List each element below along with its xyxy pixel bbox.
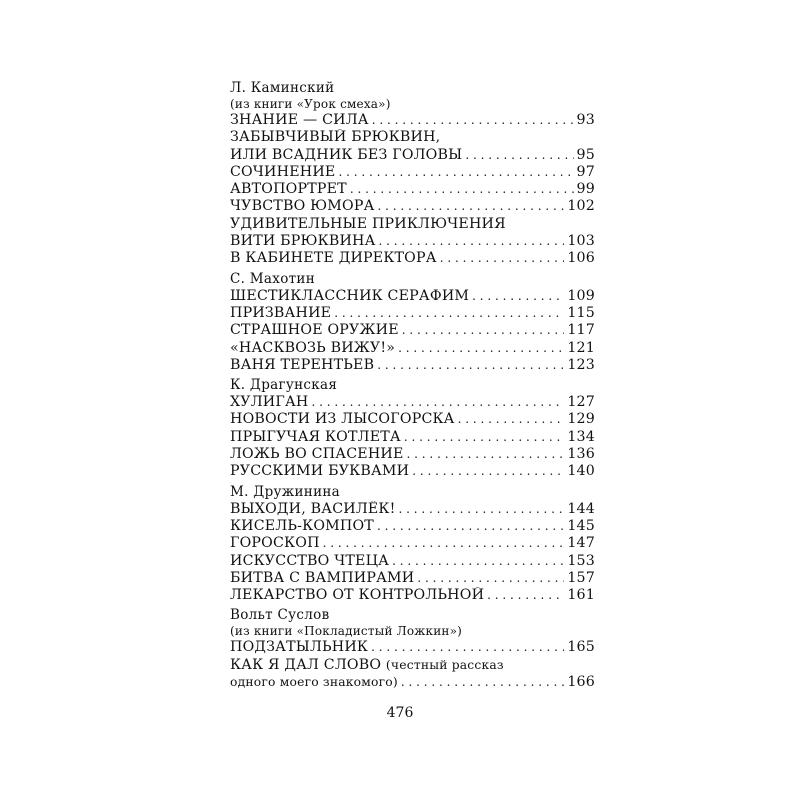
section-author: К. Драгунская — [230, 377, 338, 394]
entry-title: ГОРОСКОП — [230, 535, 320, 552]
leader-dots — [404, 429, 564, 446]
toc-entry — [230, 518, 595, 535]
leader-dots — [311, 394, 564, 411]
leader-dots — [350, 181, 574, 198]
entry-page-number: 166 — [567, 674, 595, 691]
entry-title: АВТОПОРТРЕТ — [230, 181, 347, 198]
page-number: 476 — [386, 705, 414, 721]
leader-dots — [377, 357, 564, 374]
toc-section — [230, 484, 595, 605]
toc-entry — [230, 411, 595, 428]
toc-entry — [230, 463, 595, 480]
toc-entry — [230, 216, 595, 233]
toc-entry — [230, 535, 595, 552]
entry-page-number: 165 — [567, 639, 595, 656]
entry-title: ЗНАНИЕ — СИЛА — [230, 112, 369, 128]
entry-page-number: 157 — [567, 569, 595, 586]
entry-page-number: 99 — [576, 181, 595, 198]
toc-section — [230, 377, 595, 480]
toc-entry — [230, 639, 595, 656]
leader-dots — [487, 587, 564, 604]
toc-entry — [230, 357, 595, 374]
leader-dots — [472, 288, 564, 305]
entry-title: ПРЫГУЧАЯ КОТЛЕТА — [230, 428, 401, 445]
leader-dots — [334, 305, 564, 322]
toc-entry — [230, 305, 595, 322]
toc-entry — [230, 570, 595, 587]
entry-title: ИСКУССТВО ЧТЕЦА — [230, 552, 390, 569]
entry-title: В КАБИНЕТЕ ДИРЕКТОРА — [230, 250, 437, 267]
entry-page-number: 153 — [567, 552, 595, 569]
section-author: Вольт Суслов — [230, 607, 330, 624]
toc-entry — [230, 322, 595, 339]
entry-page-number: 127 — [567, 394, 595, 411]
entry-page-number: 115 — [567, 304, 595, 321]
entry-page-number: 93 — [576, 112, 595, 128]
toc-entry — [230, 250, 595, 267]
toc-entry — [230, 340, 595, 357]
entry-page-number: 145 — [567, 517, 595, 534]
toc-section — [230, 607, 595, 691]
section-book-source: (из книги «Покладистый Ложкин») — [230, 624, 463, 639]
entry-page-number: 123 — [567, 356, 595, 373]
section-book-source: (из книги «Урок смеха») — [230, 97, 391, 111]
entry-title: ПОДЗАТЫЛЬНИК — [230, 639, 369, 656]
leader-dots — [379, 233, 565, 250]
entry-title: ЛОЖЬ ВО СПАСЕНИЕ — [230, 446, 404, 463]
entry-title: ВЫХОДИ, ВАСИЛЁК! — [230, 500, 396, 517]
entry-title: БИТВА С ВАМПИРАМИ — [230, 569, 415, 586]
entry-page-number: 136 — [567, 446, 595, 463]
leader-dots — [378, 198, 565, 215]
toc-entry — [230, 288, 595, 305]
leader-dots — [417, 570, 564, 587]
toc-entry — [230, 233, 595, 250]
leader-dots — [401, 674, 564, 691]
entry-title: КАК Я ДАЛ СЛОВО — [230, 656, 382, 673]
leader-dots — [323, 535, 565, 552]
leader-dots — [392, 553, 564, 570]
toc-entry — [230, 657, 595, 674]
section-author: С. Махотин — [230, 270, 315, 287]
entry-title: ЧУВСТВО ЮМОРА — [230, 198, 375, 215]
leader-dots — [371, 639, 564, 656]
entry-title: ВАНЯ ТЕРЕНТЬЕВ — [230, 356, 375, 373]
table-of-contents — [230, 80, 595, 694]
entry-page-number: 103 — [567, 233, 595, 250]
leader-dots — [407, 446, 565, 463]
entry-title: ПРИЗВАНИЕ — [230, 304, 332, 321]
entry-page-number: 97 — [576, 163, 595, 180]
entry-page-number: 121 — [567, 339, 595, 356]
toc-section — [230, 271, 595, 374]
toc-entry — [230, 674, 595, 691]
entry-page-number: 129 — [567, 411, 595, 428]
entry-subtitle: (честный рассказ — [385, 657, 504, 672]
leader-dots — [398, 340, 564, 357]
toc-entry — [230, 394, 595, 411]
entry-page-number: 161 — [567, 587, 595, 604]
entry-page-number: 102 — [567, 198, 595, 215]
toc-entry — [230, 501, 595, 518]
toc-entry — [230, 587, 595, 604]
toc-entry — [230, 429, 595, 446]
entry-page-number: 106 — [567, 250, 595, 267]
entry-title: ЛЕКАРСТВО ОТ КОНТРОЛЬНОЙ — [230, 587, 485, 604]
entry-page-number: 140 — [567, 463, 595, 480]
entry-title: КИСЕЛЬ-КОМПОТ — [230, 517, 374, 534]
entry-title: одного моего знакомого) — [230, 675, 398, 690]
entry-title: СОЧИНЕНИЕ — [230, 163, 336, 180]
toc-section — [230, 80, 595, 268]
toc-entry — [230, 129, 595, 146]
entry-title: ИЛИ ВСАДНИК БЕЗ ГОЛОВЫ — [230, 146, 463, 163]
entry-page-number: 95 — [576, 146, 595, 163]
entry-title: «НАСКВОЗЬ ВИЖУ!» — [230, 339, 396, 356]
entry-title: ВИТИ БРЮКВИНА — [230, 233, 376, 250]
toc-entry — [230, 553, 595, 570]
entry-title: ХУЛИГАН — [230, 394, 309, 411]
leader-dots — [440, 250, 565, 267]
entry-title: ШЕСТИКЛАССНИК СЕРАФИМ — [230, 287, 470, 304]
toc-entry — [230, 164, 595, 181]
leader-dots — [402, 322, 565, 339]
entry-title: УДИВИТЕЛЬНЫЕ ПРИКЛЮЧЕНИЯ — [230, 215, 506, 232]
leader-dots — [458, 411, 565, 428]
leader-dots — [372, 112, 574, 129]
leader-dots — [465, 147, 573, 164]
section-author: Л. Каминский — [230, 80, 335, 96]
entry-title: РУССКИМИ БУКВАМИ — [230, 463, 410, 480]
entry-title: СТРАШНОЕ ОРУЖИЕ — [230, 322, 399, 339]
toc-entry — [230, 181, 595, 198]
leader-dots — [338, 164, 573, 181]
entry-page-number: 144 — [567, 500, 595, 517]
entry-title: ЗАБЫВЧИВЫЙ БРЮКВИН, — [230, 129, 441, 146]
toc-entry — [230, 112, 595, 129]
entry-title: НОВОСТИ ИЗ ЛЫСОГОРСКА — [230, 411, 455, 428]
leader-dots — [377, 518, 564, 535]
leader-dots — [412, 463, 564, 480]
entry-page-number: 134 — [567, 428, 595, 445]
entry-page-number: 109 — [567, 287, 595, 304]
leader-dots — [399, 501, 565, 518]
toc-entry — [230, 198, 595, 215]
toc-entry — [230, 147, 595, 164]
entry-page-number: 117 — [567, 322, 595, 339]
toc-entry — [230, 446, 595, 463]
section-author: М. Дружинина — [230, 483, 341, 500]
entry-page-number: 147 — [567, 535, 595, 552]
